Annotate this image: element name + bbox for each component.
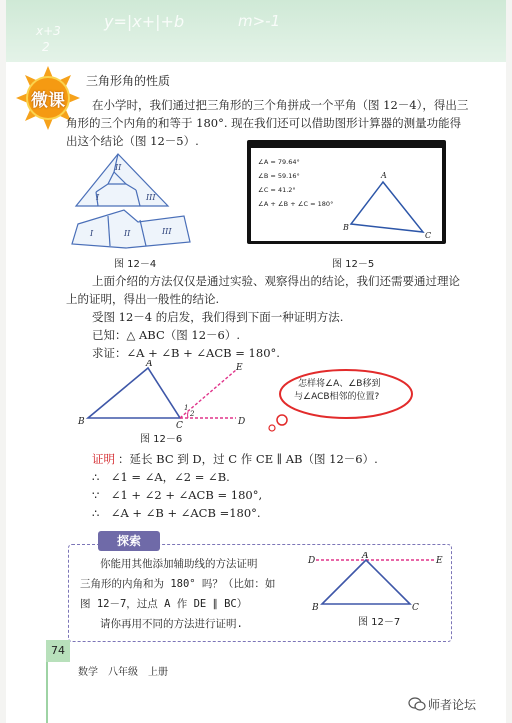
header-formula-2: y=|x+|+b <box>104 12 185 31</box>
fig127-label: B <box>312 603 319 613</box>
calc-triangle <box>341 168 441 240</box>
book-title: 数学 八年级 上册 <box>78 667 168 678</box>
proof-line-2: ∵ ∠1 + ∠2 + ∠ACB = 180°, <box>92 488 263 502</box>
calculator-screen <box>247 140 446 244</box>
fig127-label: A <box>362 552 369 561</box>
calc-reading: ∠C = 41.2° <box>258 186 296 194</box>
fig126-label: E <box>236 363 243 373</box>
prove-statement: 求证：∠A + ∠B + ∠ACB = 180°. <box>92 346 280 360</box>
explore-line-2: 三角形的内角和为 180° 吗？（比如：如 <box>80 578 276 590</box>
paragraph-2-line-2: 上的证明，得出一般性的结论. <box>66 292 220 306</box>
given-statement: 已知：△ ABC（图 12－6）. <box>92 328 241 342</box>
calc-reading: ∠A = 79.64° <box>258 158 300 166</box>
fig126-label: 1 <box>184 404 189 412</box>
header-formula-3: m>-1 <box>238 12 281 30</box>
proof-line-3: ∴ ∠A + ∠B + ∠ACB =180°. <box>92 506 261 520</box>
explore-line-1: 你能用其他添加辅助线的方法证明 <box>100 558 258 570</box>
explore-tag: 探索 <box>98 531 160 551</box>
calc-vertex-label: A <box>381 171 387 180</box>
calc-reading: ∠B = 59.16° <box>258 172 300 180</box>
calc-vertex-label: B <box>343 223 349 232</box>
thought-line-1: 怎样将∠A、∠B移到 <box>298 379 381 389</box>
fig126-label: B <box>78 417 85 427</box>
textbook-page <box>6 0 506 723</box>
page-number: 74 <box>46 640 70 662</box>
calculator-display <box>251 148 442 241</box>
calc-reading: ∠A + ∠B + ∠C = 180° <box>258 200 334 208</box>
watermark: 师者论坛 <box>428 698 477 712</box>
fig124-label: III <box>162 227 172 236</box>
paragraph-1-line-1: 在小学时，我们通过把三角形的三个角拼成一个平角（图 12－4），得出三 <box>92 98 469 112</box>
fig127-label: D <box>308 556 316 566</box>
fig126-label: C <box>176 421 183 430</box>
header-band <box>6 0 506 62</box>
fig126-label: A <box>146 360 153 369</box>
proof-line-0: ：延长 BC 到 D，过 C 作 CE ∥ AB（图 12－6）. <box>118 452 378 466</box>
fig124-label: III <box>146 193 156 202</box>
header-formula-1: x+3 <box>36 24 61 38</box>
paragraph-1-line-2: 角形的三个内角的和等于 180°. 现在我们还可以借助图形计算器的测量功能得 <box>66 116 462 130</box>
paragraph-2-line-1: 上面介绍的方法仅仅是通过实验、观察得出的结论，我们还需要通过理论 <box>92 274 460 288</box>
fig124-label: II <box>115 163 122 172</box>
figure-12-5-caption: 图 12－5 <box>332 259 375 270</box>
thought-line-2: 与∠ACB相邻的位置? <box>294 392 380 402</box>
chat-bubble-icon <box>408 696 426 712</box>
section-title: 三角形角的性质 <box>86 74 171 88</box>
fig127-label: E <box>436 556 443 566</box>
explore-line-3: 图 12－7，过点 A 作 DE ∥ BC） <box>80 598 248 610</box>
figure-12-4 <box>66 150 196 250</box>
fig126-label: D <box>238 417 246 427</box>
fig124-label: I <box>90 229 94 238</box>
proof-label: 证明 <box>92 452 115 466</box>
calc-vertex-label: C <box>425 231 432 240</box>
paragraph-3: 受图 12－4 的启发，我们得到下面一种证明方法. <box>92 310 344 324</box>
figure-12-7-caption: 图 12－7 <box>358 617 401 628</box>
proof-line-1: ∴ ∠1 = ∠A，∠2 = ∠B. <box>92 470 230 484</box>
paragraph-1-line-3: 出这个结论（图 12－5）. <box>66 134 199 148</box>
figure-12-7 <box>306 552 446 616</box>
explore-line-4: 请你再用不同的方法进行证明. <box>100 618 243 630</box>
badge-label: 微课 <box>31 91 65 111</box>
fig126-label: 2 <box>190 410 195 418</box>
figure-12-6-caption: 图 12－6 <box>140 434 183 445</box>
fig124-label: II <box>124 229 131 238</box>
figure-12-4-caption: 图 12－4 <box>114 259 157 270</box>
figure-12-6 <box>76 360 256 430</box>
header-formula-1b: 2 <box>42 40 50 54</box>
fig127-label: C <box>412 603 419 613</box>
fig124-label: I <box>96 193 100 202</box>
